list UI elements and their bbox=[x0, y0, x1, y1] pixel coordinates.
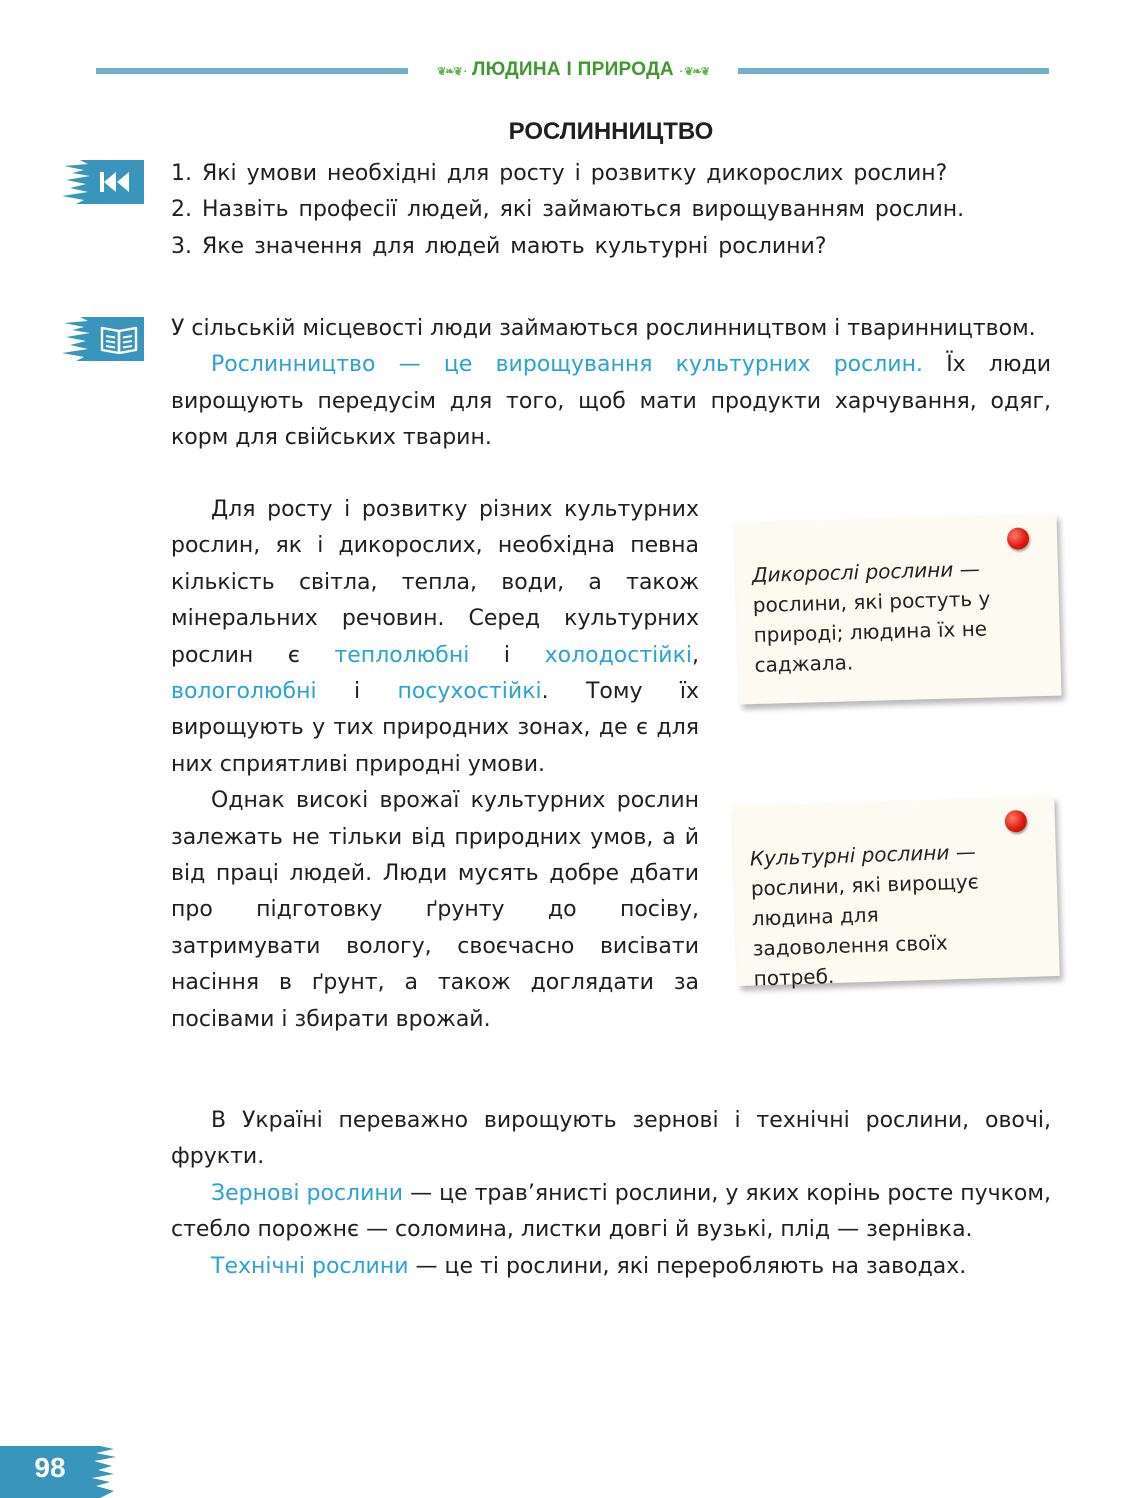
leaf-ornament-left-icon: ❦❧❦ · bbox=[437, 66, 467, 78]
ukraine-paragraph: В Україні переважно вирощують зернові і технічні рослини, овочі, фрукти. bbox=[171, 1108, 1051, 1170]
rewind-icon bbox=[62, 160, 144, 204]
pushpin-icon bbox=[1005, 810, 1028, 833]
pushpin-icon bbox=[1007, 527, 1030, 550]
note-definition: — рослини, які ростуть у природі; людина їх не саджала. bbox=[752, 556, 991, 678]
text-run: . Тому їх вирощують у тих природних зонах, де є для них сприятливі природні умови. bbox=[171, 679, 699, 777]
section-title: ЛЮДИНА І ПРИРОДА bbox=[472, 59, 674, 80]
text-run: і bbox=[469, 642, 545, 668]
definition-term: Рослинництво — це вирощування культурних рослин. bbox=[211, 352, 923, 378]
note-term: Дикорослі рослини bbox=[751, 557, 954, 588]
page-title: РОСЛИННИЦТВО bbox=[508, 118, 714, 145]
text-run: Для росту і розвитку різних культурних рослин, як і дикорослих, необхідна певна кількість світла, тепла, води, а також мінеральних речовин. Серед культурних рослин є bbox=[171, 497, 699, 668]
column-text bbox=[171, 492, 699, 1038]
term-heat-loving: теплолюбні bbox=[334, 642, 470, 668]
labour-paragraph: Однак високі врожаї культурних рослин залежать не тільки від природних умов, а й від праці людей. Люди мусять добре дбати про підготовку ґрунту до посіву, затримувати вологу, своєчасно висівати насіння в ґрунт, а також доглядати за посівами і збирати врожай. bbox=[171, 788, 699, 1032]
note-definition: — рослини, які вирощує людина для задоволення своїх потреб. bbox=[750, 839, 980, 991]
term-drought-resistant: посухостійкі bbox=[397, 679, 542, 705]
text-run: і bbox=[316, 679, 398, 705]
definition-paragraph bbox=[171, 347, 1051, 456]
term-moisture-loving: вологолюбні bbox=[171, 679, 317, 705]
leaf-ornament-right-icon: · ❦❧❦ bbox=[679, 66, 709, 78]
text-run: , bbox=[692, 642, 699, 668]
note-wild-plants bbox=[735, 514, 1062, 705]
question-item: 3. Яке значення для людей мають культурні рослини? bbox=[171, 233, 827, 259]
note-text bbox=[749, 835, 1022, 993]
question-item: 2. Назвіть професії людей, які займаються вирощуванням рослин. bbox=[171, 197, 965, 223]
grain-paragraph bbox=[171, 1176, 1051, 1249]
grain-term: Зернові рослини bbox=[211, 1180, 404, 1206]
book-icon bbox=[62, 317, 144, 361]
bottom-block bbox=[171, 1103, 1051, 1285]
note-cultivated-plants bbox=[732, 796, 1059, 991]
grain-definition: — це трав’янисті рослини, у яких корінь росте пучком, стебло порожнє — соломина, листки довгі й вузькі, плід — зернівка. bbox=[171, 1180, 1051, 1243]
term-cold-resistant: холодостійкі bbox=[544, 642, 692, 668]
definition-rest: Їх люди вирощують передусім для того, щоб мати продукти харчування, одяг, корм для свійських тварин. bbox=[171, 352, 1051, 451]
section-header bbox=[408, 55, 738, 85]
question-item: 1. Які умови необхідні для росту і розвитку дикорослих рослин? bbox=[171, 161, 948, 186]
review-questions bbox=[171, 156, 1051, 265]
technical-definition: — це ті рослини, які переробляють на заводах. bbox=[408, 1253, 967, 1279]
conditions-paragraph bbox=[171, 492, 699, 783]
technical-paragraph bbox=[171, 1249, 1051, 1285]
intro-block bbox=[171, 311, 1051, 457]
note-text bbox=[752, 553, 1023, 680]
page-number: 98 bbox=[34, 1452, 66, 1483]
intro-paragraph: У сільській місцевості люди займаються рослинництвом і тваринництвом. bbox=[171, 316, 1036, 341]
technical-term: Технічні рослини bbox=[211, 1253, 409, 1279]
note-term: Культурні рослини bbox=[749, 840, 950, 871]
